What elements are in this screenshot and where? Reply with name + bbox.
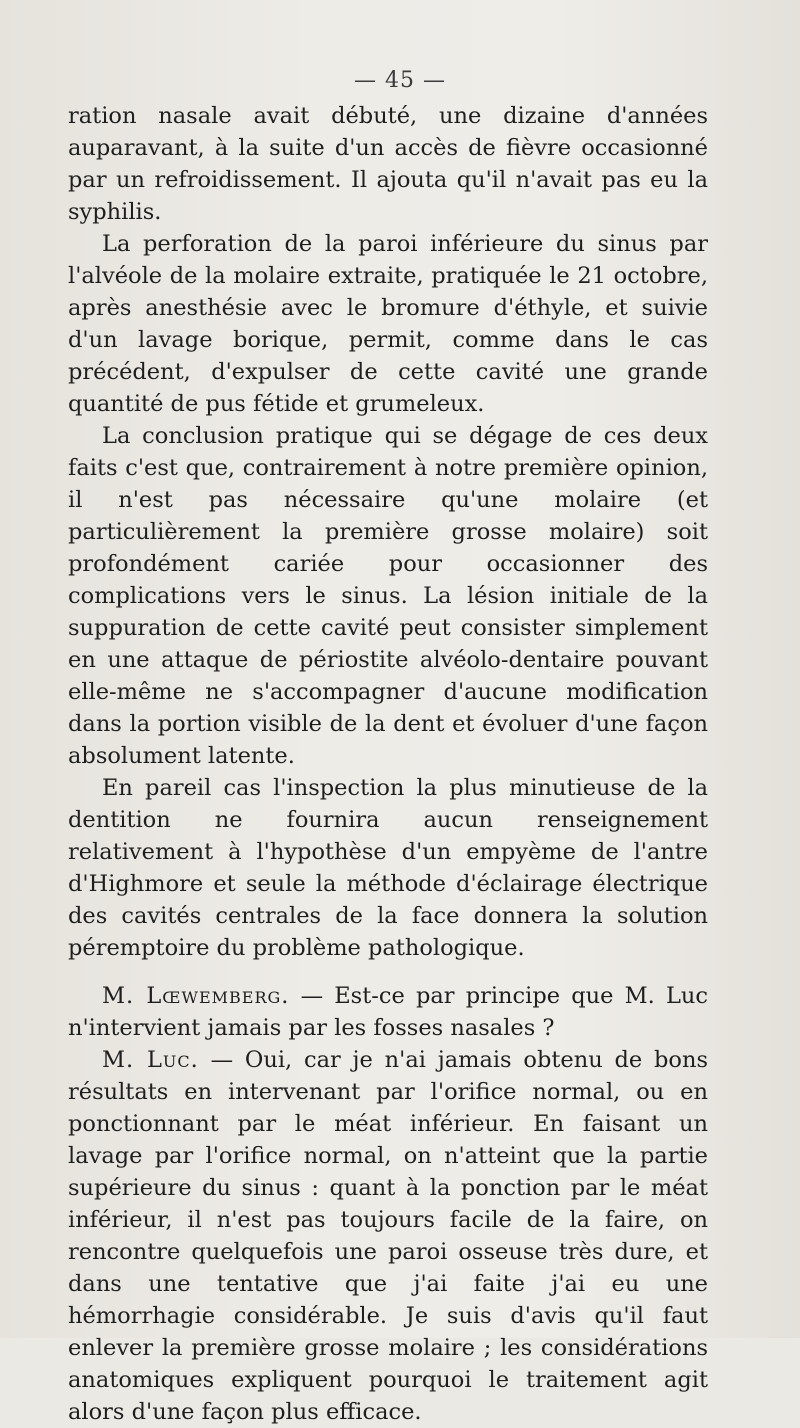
body-text [68,100,708,1428]
paragraph-perforation: La perforation de la paroi inférieure du sinus par l'alvéole de la molaire extraite, pratiquée le 21 octobre, après anesthésie avec le bromure d'éthyle, et suivie d'un lavage borique, permit, comme dans le cas précédent, d'expulser de cette cavité une grande quantité de pus fétide et grumeleux. [68,231,708,417]
paragraph-conclusion: La conclusion pratique qui se dégage de ces deux faits c'est que, contrairement à notre première opinion, il n'est pas nécessaire qu'une molaire (et particulièrement la première grosse molaire) soit profondément cariée pour occasionner des complications vers le sinus. La lésion initiale de la suppuration de cette cavité peut consister simplement en une attaque de périostite alvéolo-dentaire pouvant elle-même ne s'accompagner d'aucune modification dans la portion visible de la dent et évoluer d'une façon absolument latente. [68,423,708,769]
speech-text: — Oui, car je n'ai jamais obtenu de bons résultats en intervenant par l'orifice normal, ou en ponctionnant par le méat inférieur. En faisant un lavage par l'orifice normal, on n'atteint que la partie supérieure du sinus : quant à la ponction par le méat inférieur, il n'est pas toujours facile de la faire, on rencontre quelquefois une paroi osseuse très dure, et dans une tentative que j'ai faite j'ai eu une hémorrhagie considérable. Je suis d'avis qu'il faut enlever la première grosse molaire ; les considérations anatomiques expliquent pourquoi le traitement agit alors d'une façon plus efficace. [68,1047,708,1425]
paragraph-luc-answer [68,1044,708,1428]
speaker-name: M. Lœwemberg. [102,983,290,1009]
paragraph-continued: ration nasale avait débuté, une dizaine d'années auparavant, à la suite d'un accès de fièvre occasionné par un refroidissement. Il ajouta qu'il n'avait pas eu la syphilis. [68,103,708,225]
page-number: — 45 — [354,68,446,93]
paragraph-loewemberg-question [68,980,708,1044]
speech-text: — Est-ce par principe que M. Luc n'intervient jamais par les fosses nasales ? [68,983,708,1041]
speaker-name: M. Luc. [102,1047,199,1073]
paragraph-inspection: En pareil cas l'inspection la plus minutieuse de la dentition ne fournira aucun renseignement relativement à l'hypothèse d'un empyème de l'antre d'Highmore et seule la méthode d'éclairage électrique des cavités centrales de la face donnera la solution péremptoire du problème pathologique. [68,775,708,961]
